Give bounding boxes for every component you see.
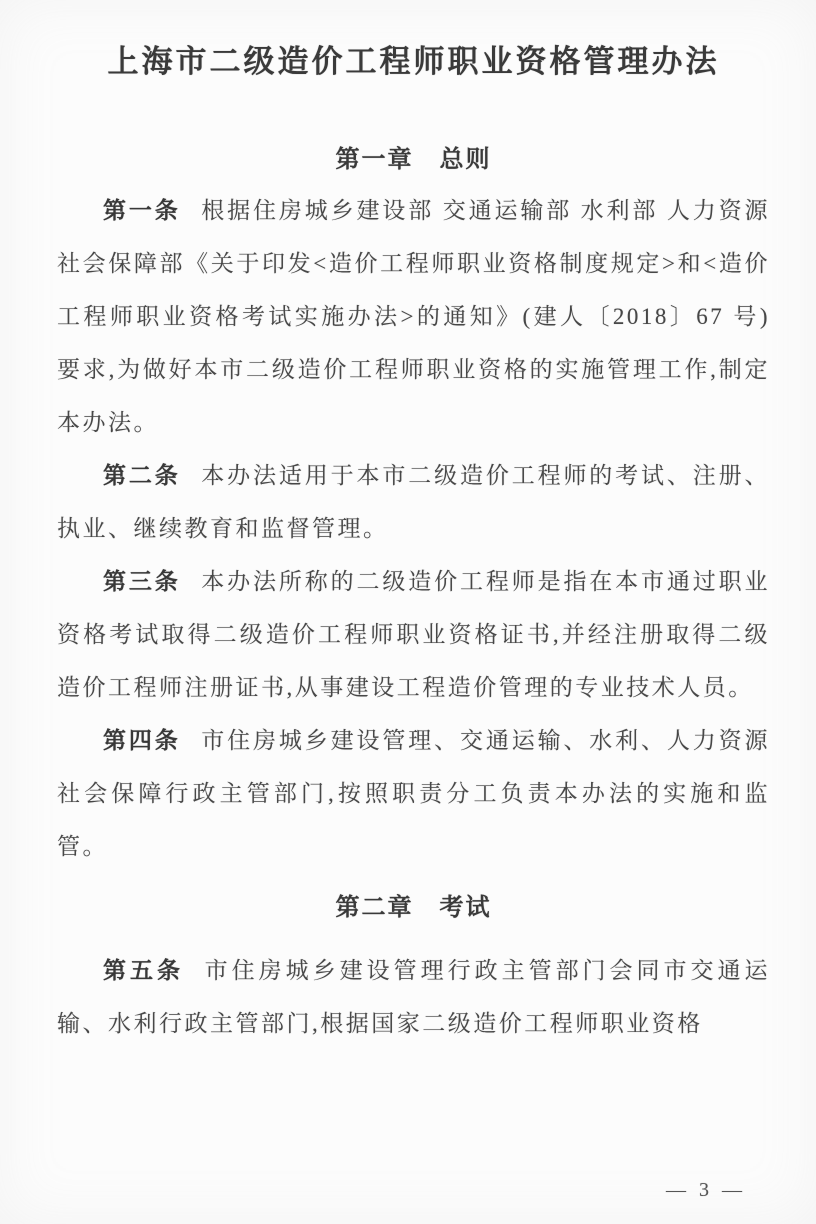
article-4-paragraph xyxy=(57,714,770,873)
article-4-text: 市住房城乡建设管理、交通运输、水利、人力资源社会保障行政主管部门,按照职责分工负责本办法的实施和监管。 xyxy=(57,728,771,859)
article-3-label: 第三条 xyxy=(103,569,181,594)
chapter-1-heading: 第一章 总则 xyxy=(335,147,492,173)
article-2-text: 本办法适用于本市二级造价工程师的考试、注册、执业、继续教育和监督管理。 xyxy=(57,463,771,541)
article-3-text: 本办法所称的二级造价工程师是指在本市通过职业资格考试取得二级造价工程师职业资格证书,并经注册取得二级造价工程师注册证书,从事建设工程造价管理的专业技术人员。 xyxy=(57,569,771,700)
chapter-2-heading: 第二章 考试 xyxy=(335,895,492,921)
article-2-paragraph xyxy=(57,449,770,555)
article-5-text: 市住房城乡建设管理行政主管部门会同市交通运输、水利行政主管部门,根据国家二级造价工程师职业资格 xyxy=(57,958,771,1036)
document-title: 上海市二级造价工程师职业资格管理办法 xyxy=(107,44,720,79)
article-5-label: 第五条 xyxy=(103,958,184,983)
article-2-label: 第二条 xyxy=(103,463,181,488)
document-body xyxy=(0,139,816,1050)
article-1-text: 根据住房城乡建设部 交通运输部 水利部 人力资源社会保障部《关于印发<造价工程师职业资格制度规定>和<造价工程师职业资格考试实施办法>的通知》(建人〔2018〕67 号)要求,为做好本市二级造价工程师职业资格的实施管理工作,制定本办法。 xyxy=(57,198,771,435)
article-3-paragraph xyxy=(57,555,770,714)
article-4-label: 第四条 xyxy=(103,728,181,753)
page-number: — 3 — xyxy=(666,1179,746,1201)
article-1-paragraph xyxy=(57,184,770,449)
article-5-paragraph xyxy=(57,944,770,1050)
article-1-label: 第一条 xyxy=(103,198,181,223)
